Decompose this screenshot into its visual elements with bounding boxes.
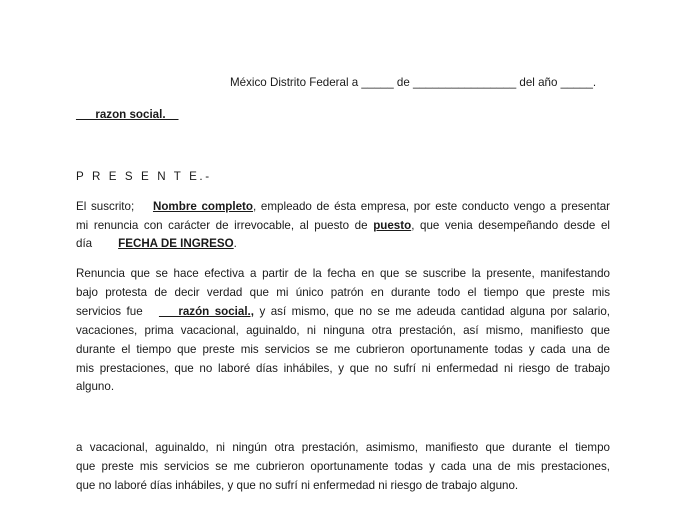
paragraph2-line3-part1: servicios fue <box>76 305 143 318</box>
paragraph1-line1 <box>76 200 610 214</box>
employee-name: Nombre completo <box>152 200 254 213</box>
paragraph2-line4: vacaciones, prima vacacional, aguinaldo, ni ninguna otra prestación, así mismo, manifiesto que <box>76 324 610 337</box>
date-line: México Distrito Federal a _____ de ________________ del año _____. <box>230 76 597 89</box>
start-date: FECHA DE INGRESO <box>118 237 234 250</box>
paragraph2-line3-part2: y así mismo, que no se me adeuda cantidad alguna por salario, <box>259 305 611 318</box>
paragraph2-line6: mis prestaciones, que no laboré días inhábiles, y que no sufrí ni enfermedad ni riesgo de trabajo <box>76 362 610 375</box>
paragraph1-line2 <box>76 219 610 233</box>
paragraph2-line7: alguno. <box>76 380 115 393</box>
salutation: P R E S E N T E.- <box>76 170 212 183</box>
paragraph3-line1: a vacacional, aguinaldo, ni ningún otra prestación, asimismo, manifiesto que durante el tiempo <box>76 441 610 454</box>
paragraph1-line3 <box>76 237 237 251</box>
paragraph2-line1: Renuncia que se hace efectiva a partir de la fecha en que se suscribe la presente, manifestando <box>76 267 610 280</box>
paragraph1-line3-part1: día <box>76 237 93 250</box>
paragraph2-line2: bajo protesta de decir verdad que mi único patrón en durante todo el tiempo que preste mis <box>76 286 610 299</box>
recipient-company-text: ___razon social.__ <box>76 108 179 121</box>
paragraph1-line3-part2: . <box>233 237 237 250</box>
paragraph2-line3 <box>76 305 610 319</box>
paragraph1-intro: El suscrito; <box>76 200 135 213</box>
paragraph3-line2: que preste mis servicios se me cubrieron oportunamente todas y cada una de mis prestaciones, <box>76 460 610 473</box>
paragraph1-part2: , empleado de ésta empresa, por este conducto vengo a presentar <box>253 200 611 213</box>
paragraph1-line2-part2: , que venia desempeñando desde el <box>411 219 610 232</box>
paragraph3-line3: que no laboré días inhábiles, y que no sufrí ni enfermedad ni riesgo de trabajo alguno. <box>76 479 519 492</box>
paragraph1-line2-part1: mi renuncia con carácter de irrevocable, al puesto de <box>76 219 374 232</box>
job-position: puesto <box>373 219 412 232</box>
company-name: ___razón social., <box>158 305 255 318</box>
recipient-company <box>76 108 178 122</box>
paragraph2-line5: durante el tiempo que preste mis servicios se me cubrieron oportunamente todas y cada una de <box>76 343 610 356</box>
